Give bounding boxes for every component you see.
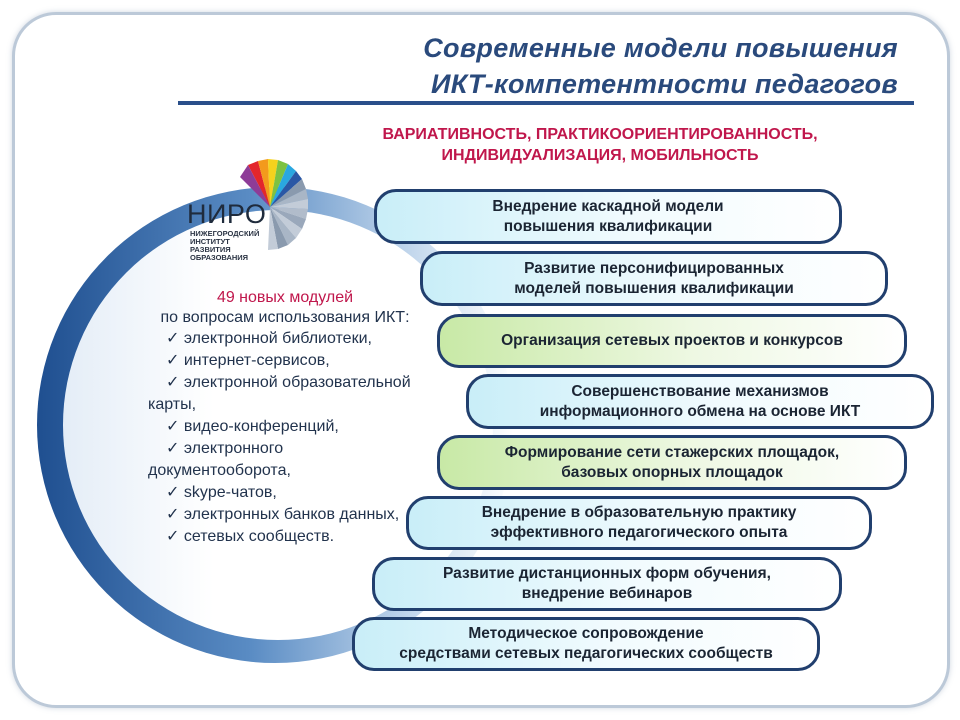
logo-sub-line-4: ОБРАЗОВАНИЯ: [190, 253, 249, 262]
list-item: ✓ видео-конференций,: [166, 418, 339, 435]
modules-intro: по вопросам использования ИКТ:: [160, 309, 410, 326]
module-item-text: skype-чатов,: [183, 484, 277, 501]
module-item-text: интернет-сервисов,: [183, 352, 330, 369]
pill-text-line-2: средствами сетевых педагогических сообществ: [399, 645, 773, 662]
list-item: ✓ электронных банков данных,: [166, 506, 400, 523]
pill-internship-sites: [437, 435, 907, 490]
pill-text-line-2: базовых опорных площадок: [561, 463, 783, 481]
modules-list: [120, 328, 450, 548]
modules-heading: 49 новых модулей: [216, 289, 354, 306]
logo-sub-line-1: НИЖЕГОРОДСКИЙ: [190, 229, 260, 238]
pill-text-line-2: внедрение вебинаров: [521, 585, 693, 602]
pill-network-projects: [437, 314, 907, 368]
module-item-text: видео-конференций,: [183, 418, 339, 435]
logo-subtitle: [190, 230, 259, 262]
pill-text-line-1: Организация сетевых проектов и конкурсов: [501, 332, 843, 349]
pill-text-line-1: Развитие дистанционных форм обучения,: [443, 565, 771, 582]
pill-methodical-support: [352, 617, 820, 671]
module-item-text: карты,: [148, 396, 197, 413]
module-item-text: электронных банков данных,: [183, 506, 400, 523]
modules-block: [120, 288, 450, 548]
pill-info-exchange: [466, 374, 934, 429]
pill-text-line-1: Внедрение каскадной модели: [492, 197, 724, 215]
module-item-text: электронной образовательной: [183, 374, 411, 391]
pill-text-line-2: повышения квалификации: [503, 217, 713, 235]
list-item: ✓ интернет-сервисов,: [166, 352, 330, 369]
pill-text-line-2: моделей повышения квалификации: [514, 279, 794, 297]
title-line-2: ИКТ-компетентности педагогов: [430, 69, 898, 99]
module-item-text: электронной библиотеки,: [183, 330, 372, 347]
list-item: [120, 460, 450, 482]
pill-text-line-1: Методическое сопровождение: [468, 625, 704, 642]
pill-distance-learning: [372, 557, 842, 611]
pill-personified-models: [420, 251, 888, 306]
list-item: ✓ электронной образовательной: [166, 374, 411, 391]
logo-wordmark: НИРО: [187, 199, 267, 229]
pill-cascade-model: [374, 189, 842, 244]
pill-pedagogical-experience: [406, 496, 872, 550]
pill-text-line-1: Совершенствование механизмов: [571, 382, 829, 400]
list-item: ✓ электронной библиотеки,: [166, 330, 372, 347]
subtitle-line-2: ИНДИВИДУАЛИЗАЦИЯ, МОБИЛЬНОСТЬ: [441, 147, 759, 164]
logo-sub-line-2: ИНСТИТУТ: [190, 237, 230, 246]
title-line-1: Современные модели повышения: [423, 33, 898, 63]
list-item: [120, 394, 450, 416]
list-item: ✓ skype-чатов,: [166, 484, 277, 501]
pill-text-line-1: Формирование сети стажерских площадок,: [504, 443, 840, 461]
pill-text-line-2: эффективного педагогического опыта: [490, 524, 788, 541]
list-item: ✓ электронного: [166, 440, 284, 457]
pill-text-line-1: Развитие персонифицированных: [524, 259, 784, 277]
logo-sub-line-3: РАЗВИТИЯ: [190, 245, 231, 254]
pill-text-line-2: информационного обмена на основе ИКТ: [539, 402, 861, 420]
module-item-text: документооборота,: [148, 462, 291, 479]
module-item-text: электронного: [183, 440, 284, 457]
subtitle-line-1: ВАРИАТИВНОСТЬ, ПРАКТИКООРИЕНТИРОВАННОСТЬ,: [382, 126, 818, 143]
list-item: ✓ сетевых сообществ.: [166, 528, 335, 545]
pill-text-line-1: Внедрение в образовательную практику: [481, 504, 797, 521]
module-item-text: сетевых сообществ.: [183, 528, 335, 545]
